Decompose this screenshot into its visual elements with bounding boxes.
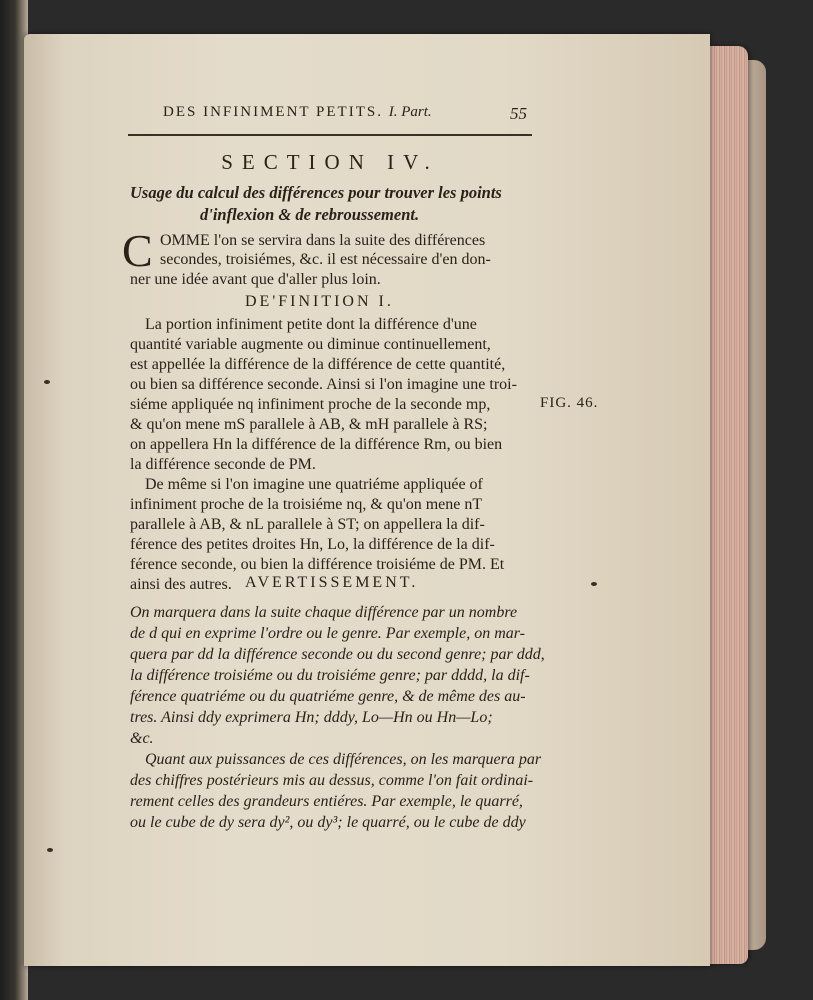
definition-line-5: siéme appliquée nq infiniment proche de la seconde mp, [130, 396, 491, 413]
section-subtitle-line-2: d'inflexion & de rebroussement. [200, 205, 420, 224]
intro-line-1: OMME l'on se servira dans la suite des différences [160, 232, 486, 249]
definition-line-4: ou bien sa différence seconde. Ainsi si l'on imagine une troi- [130, 376, 517, 393]
header-rule [128, 134, 532, 136]
avertissement-line-8: Quant aux puissances de ces différences, on les marquera par [145, 751, 542, 768]
running-head [163, 104, 432, 121]
definition-line-9: De même si l'on imagine une quatriéme appliquée of [145, 476, 483, 493]
avertissement-line-2: de d qui en exprime l'ordre ou le genre. Par exemple, on mar- [130, 625, 525, 642]
running-head-part: I. Part. [388, 104, 432, 120]
avertissement-line-5: férence quatriéme ou du quatriéme genre, & de même des au- [130, 688, 526, 705]
avertissement-line-4: la différence troisiéme ou du troisiéme genre; par dddd, la dif- [130, 667, 530, 684]
definition-line-11: parallele à AB, & nL parallele à ST; on appellera la dif- [130, 516, 485, 533]
avertissement-line-7: &c. [130, 730, 154, 747]
drop-cap: C [122, 225, 153, 276]
avertissement-line-10: rement celles des grandeurs entiéres. Par exemple, le quarré, [130, 793, 523, 810]
page-number: 55 [510, 104, 527, 123]
definition-line-7: on appellera Hn la différence de la différence Rm, ou bien [130, 436, 503, 453]
figure-reference: FIG. 46. [540, 395, 599, 411]
avertissement-line-1: On marquera dans la suite chaque différence par un nombre [130, 604, 518, 621]
avertissement-line-9: des chiffres postérieurs mis au dessus, comme l'on fait ordinai- [130, 772, 534, 789]
ink-speck [44, 380, 50, 384]
definition-line-3: est appellée la différence de la différence de cette quantité, [130, 356, 506, 373]
definition-heading: DE'FINITION I. [245, 293, 394, 310]
section-title: SECTION IV. [221, 150, 439, 174]
running-head-title: DES INFINIMENT PETITS. [163, 104, 383, 120]
avertissement-line-3: quera par dd la différence seconde ou du second genre; par ddd, [130, 646, 545, 663]
definition-line-10: infiniment proche de la troisiéme nq, & qu'on mene nT [130, 496, 483, 513]
definition-line-6: & qu'on mene mS parallele à AB, & mH parallele à RS; [130, 416, 488, 433]
avertissement-line-6: tres. Ainsi ddy exprimera Hn; dddy, Lo—Hn ou Hn—Lo; [130, 709, 493, 726]
definition-line-14: ainsi des autres. [130, 576, 232, 593]
ink-speck [47, 848, 53, 852]
intro-line-3: ner une idée avant que d'aller plus loin. [130, 271, 381, 288]
definition-line-13: férence seconde, ou bien la différence troisiéme de PM. Et [130, 556, 505, 573]
avertissement-heading: AVERTISSEMENT. [245, 574, 419, 591]
definition-line-8: la différence seconde de PM. [130, 456, 316, 473]
intro-line-2: secondes, troisiémes, &c. il est nécessaire d'en don- [160, 251, 491, 268]
definition-line-12: férence des petites droites Hn, Lo, la différence de la dif- [130, 536, 495, 553]
definition-line-2: quantité variable augmente ou diminue continuellement, [130, 336, 491, 353]
ink-speck [591, 582, 597, 586]
avertissement-line-11: ou le cube de dy sera dy², ou dy³; le quarré, ou le cube de ddy [130, 814, 526, 831]
section-subtitle-line-1: Usage du calcul des différences pour trouver les points [130, 183, 502, 202]
definition-line-1: La portion infiniment petite dont la différence d'une [145, 316, 477, 333]
